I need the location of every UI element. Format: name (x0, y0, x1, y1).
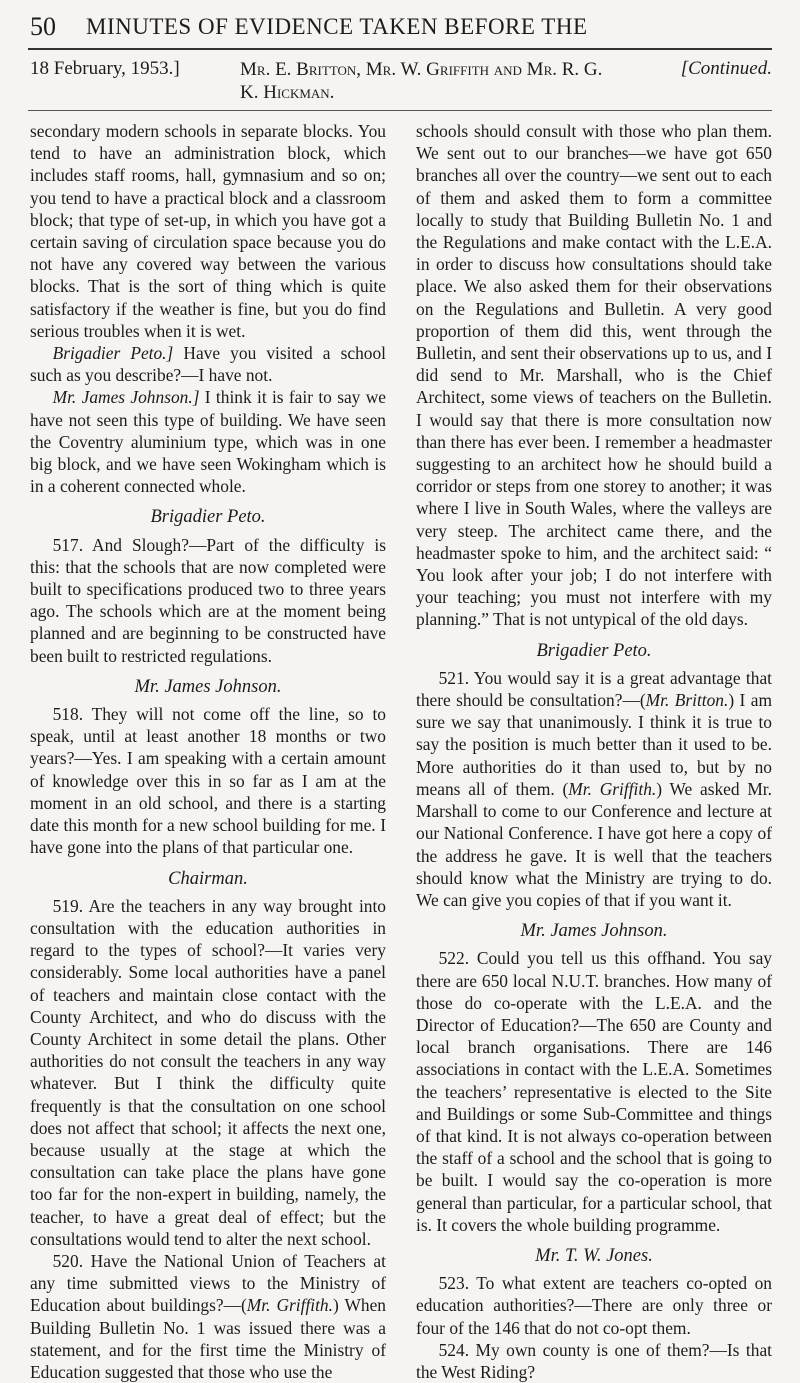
paragraph-text: 521. You would say it is a great advantage that there should be consultation?—( (416, 667, 772, 711)
speaker-inline: Mr. Britton. (645, 690, 729, 711)
speaker-heading: Mr. James Johnson. (520, 921, 668, 942)
left-column (30, 120, 386, 1383)
paragraph-text: 520. Have the National Union of Teachers at any time submitted views to the Ministry of Education about buildings?—( (30, 1250, 386, 1316)
header-rule (28, 48, 772, 50)
paragraph: schools should consult with those who plan them. We sent out to our branches—we have got 650 branches all over the country—we sent out to each of them and asked them to form a committee locally to study that Building Bulletin No. 1 and the Regulations and make contact with the L.E.A. in order to discuss how consultations should take place. We also asked them for their observations on the Regulations and Bulletin. A very good proportion of them did this, went through the Bulletin, and sent their observations up to us, and I did send to Mr. Marshall, who is the Chief Architect, some views of teachers on the Bulletin. I would say that there is more consultation now than there has ever been. I remember a headmaster suggesting to an architect how he should build a corridor or steps from one storey to another; it was where I live in South Wales, where the valleys are very steep. The architect came there, and the headmaster spoke to him, and the architect said: “ You look after your job; I do not interfere with your teaching; you must not interfere with my planning.” That is not untypical of the old days. (416, 121, 772, 630)
speaker-heading: Brigadier Peto. (150, 507, 266, 528)
paragraph-text: I think it is fair to say we have not seen this type of building. We have seen the Coventry aluminium type, which was in one big block, and we have seen Wokingham which is in a coherent connected whole. (30, 387, 386, 497)
speaker-inline: Brigadier Peto.] (52, 343, 174, 364)
page-number: 50 (30, 12, 56, 41)
witness-names: Mr. E. Britton, Mr. W. Griffith and Mr. R. G. K. Hickman. (240, 59, 603, 103)
speaker-heading: Chairman. (168, 868, 248, 889)
question-524: 524. My own county is one of them?—Is that the West Riding? (416, 1339, 772, 1382)
speaker-inline: Mr. Griffith. (568, 778, 657, 799)
paragraph-text: ) We asked Mr. Marshall to come to our Conference and lecture at our National Conference. I have got here a copy of the address he gave. It is well that the teachers should know what the Ministry are trying to do. We can give you copies of that if you want it. (416, 778, 772, 910)
paragraph-text: Have you visited a school such as you describe?—I have not. (30, 343, 386, 386)
question-522: 522. Could you tell us this offhand. You say there are 650 local N.U.T. branches. How many of those do co-operate with the L.E.A. and the Director of Education?—The 650 are County and local branch organisations. There are 146 associations in contact with the L.E.A. Sometimes the teachers’ representative is elected to the Site and Buildings or some Sub-Committee and things of that kind. It is not always co-operation between the staff of a school and the school that is going to be built. I would say the co-operation is more general than particular, for a particular school, that is. It covers the whole building programme. (416, 948, 772, 1235)
question-520 (30, 1250, 386, 1383)
speaker-inline: Mr. Griffith. (246, 1295, 333, 1316)
subheader-rule (28, 110, 772, 111)
paragraph-text: ) I am sure we say that unanimously. I think it is true to say the position is much better than it used to be. More authorities do it than used to, but by no means all of them. ( (416, 690, 772, 799)
speaker-inline: Mr. James Johnson.] (52, 387, 200, 408)
right-column (416, 120, 772, 1383)
speaker-heading: Mr. T. W. Jones. (535, 1245, 653, 1266)
question-517: 517. And Slough?—Part of the difficulty is this: that the schools that are now completed were built to specifications produced two to three years ago. The schools which are at the moment being planned and are beginning to be constructed have been built to restricted regulations. (30, 534, 386, 666)
question-519: 519. Are the teachers in any way brought into consultation with the education authorities in regard to the types of school?—It varies very considerably. Some local authorities have a panel of teachers and maintain close contact with the County Architect, and who do discuss with the County Architect in some detail the plans. Other authorities do not consult the teachers in any way whatever. But I think the difficulty quite frequently is that the consultation on one school does not affect that school; it affects the next one, because usually at the stage at which the consultation can take place the plans have gone too far for the non-expert in building, namely, the teacher, to have a great deal of effect; but the consultations would tend to alter the next school. (30, 895, 386, 1249)
paragraph-text: ) When Building Bulletin No. 1 was issued there was a statement, and for the first time the Ministry of Education suggested that those who use the (30, 1295, 386, 1382)
paragraph (30, 342, 386, 386)
question-523: 523. To what extent are teachers co-opted on education authorities?—There are only three or four of the 146 that do not co-opt them. (416, 1273, 772, 1338)
paragraph: secondary modern schools in separate blocks. You tend to have an administration block, which includes staff rooms, hall, gymnasium and so on; you tend to have a practical block and a classroom block; that type of set-up, in which you have got a certain saving of circulation space because you do not have any covered way between the various blocks. That is the sort of thing which is quite satisfactory if the weather is fine, but you do find serious troubles when it is wet. (30, 121, 386, 341)
paragraph (30, 386, 386, 497)
speaker-heading: Brigadier Peto. (536, 640, 652, 661)
speaker-heading: Mr. James Johnson. (134, 676, 282, 697)
hearing-date: 18 February, 1953.] (30, 58, 180, 79)
question-521 (416, 667, 772, 911)
question-518: 518. They will not come off the line, so to speak, until at least another 18 months or two years?—Yes. I am speaking with a certain amount of knowledge over this in so far as I am at the moment in an old school, and there is a starting date this month for a new school building for me. I have gone into the plans of that particular one. (30, 704, 386, 858)
continued-label: [Continued. (680, 58, 772, 79)
running-head: MINUTES OF EVIDENCE TAKEN BEFORE THE (86, 14, 588, 39)
